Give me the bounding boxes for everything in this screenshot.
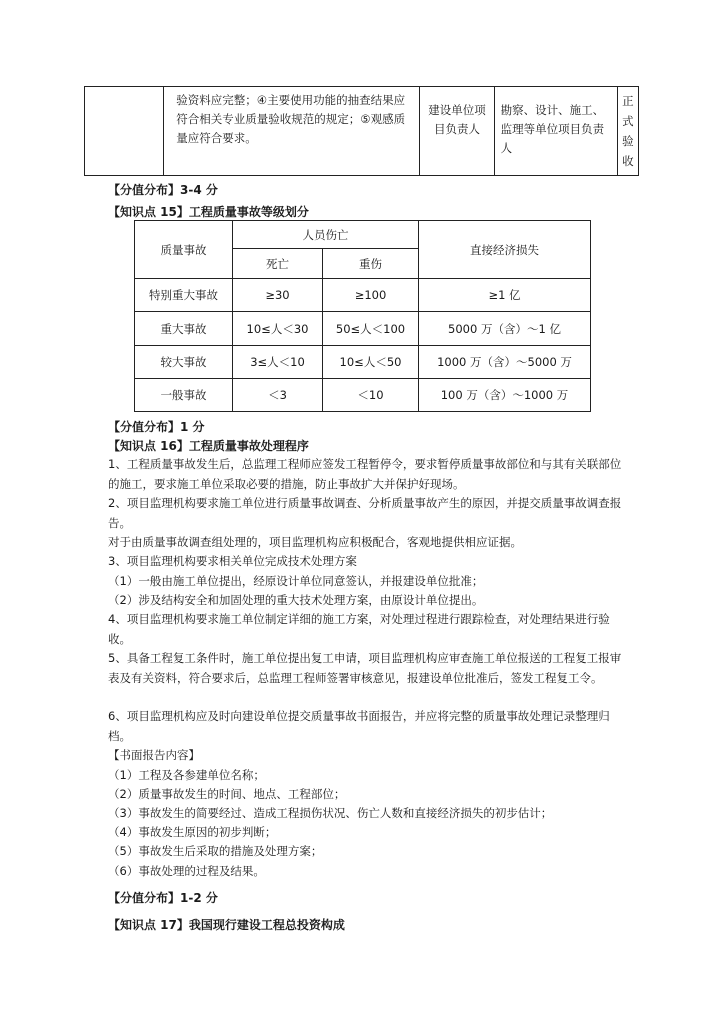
cell-death: ≥30 bbox=[233, 279, 323, 312]
procedure-substep: （2）涉及结构安全和加固处理的重大技术处理方案，由原设计单位提出。 bbox=[108, 593, 484, 607]
cell-injury: ＜10 bbox=[323, 378, 419, 411]
score-heading: 【分值分布】3-4 分 bbox=[108, 183, 218, 197]
cell-injury: ≥100 bbox=[323, 279, 419, 312]
report-title: 【书面报告内容】 bbox=[108, 748, 200, 762]
table-cell-empty bbox=[85, 87, 164, 176]
report-item: （2）质量事故发生的时间、地点、工程部位； bbox=[108, 787, 346, 801]
table-row bbox=[135, 345, 591, 378]
cell-level: 较大事故 bbox=[135, 345, 233, 378]
header-loss: 直接经济损失 bbox=[419, 221, 591, 279]
cell-injury: 50≤人＜100 bbox=[323, 312, 419, 345]
cell-death: 10≤人＜30 bbox=[233, 312, 323, 345]
cell-loss: ≥1 亿 bbox=[419, 279, 591, 312]
procedure-step: 1、工程质量事故发生后，总监理工程师应签发工程暂停令，要求暂停质量事故部位和与其有关联部位的施工，要求施工单位采取必要的措施，防止事故扩大并保护好现场。 bbox=[108, 457, 622, 491]
table-row bbox=[135, 312, 591, 345]
procedure-step: 2、项目监理机构要求施工单位进行质量事故调查、分析质量事故产生的原因，并提交质量事故调查报告。 bbox=[108, 496, 622, 530]
acceptance-table-continuation bbox=[84, 86, 639, 176]
header-casualty: 人员伤亡 bbox=[233, 221, 419, 249]
knowledge-heading: 【知识点 17】我国现行建设工程总投资构成 bbox=[108, 918, 345, 932]
cell-level: 一般事故 bbox=[135, 378, 233, 411]
table-cell-responsible: 建设单位项目负责人 bbox=[420, 87, 494, 176]
header-injury: 重伤 bbox=[323, 249, 419, 279]
procedure-step: 5、具备工程复工条件时，施工单位提出复工申请，项目监理机构应审查施工单位报送的工程复工报审表及有关资料，符合要求后，总监理工程师签署审核意见，报建设单位批准后，签发工程复工令。 bbox=[108, 651, 622, 685]
knowledge-heading: 【知识点 15】工程质量事故等级划分 bbox=[108, 205, 309, 219]
header-death: 死亡 bbox=[233, 249, 323, 279]
cell-loss: 1000 万（含）～5000 万 bbox=[419, 345, 591, 378]
report-item: （4）事故发生原因的初步判断； bbox=[108, 825, 277, 839]
header-accident: 质量事故 bbox=[135, 221, 233, 279]
procedure-step: 3、项目监理机构要求相关单位完成技术处理方案 bbox=[108, 554, 357, 568]
report-item: （6）事故处理的过程及结果。 bbox=[108, 864, 265, 878]
cell-level: 特别重大事故 bbox=[135, 279, 233, 312]
procedure-note: 对于由质量事故调查组处理的，项目监理机构应积极配合，客观地提供相应证据。 bbox=[108, 535, 522, 549]
report-item: （5）事故发生后采取的措施及处理方案； bbox=[108, 844, 323, 858]
knowledge-heading: 【知识点 16】工程质量事故处理程序 bbox=[108, 439, 309, 453]
procedure-substep: （1）一般由施工单位提出，经原设计单位同意签认，并报建设单位批准； bbox=[108, 574, 484, 588]
procedure-step: 4、项目监理机构要求施工单位制定详细的施工方案，对处理过程进行跟踪检查，对处理结果进行验收。 bbox=[108, 612, 610, 646]
table-row bbox=[135, 378, 591, 411]
accident-grade-table bbox=[134, 220, 591, 412]
report-item: （3）事故发生的简要经过、造成工程损伤状况、伤亡人数和直接经济损失的初步估计； bbox=[108, 806, 553, 820]
cell-injury: 10≤人＜50 bbox=[323, 345, 419, 378]
procedure-step: 6、项目监理机构应及时向建设单位提交质量事故书面报告，并应将完整的质量事故处理记录整理归档。 bbox=[108, 709, 610, 743]
cell-level: 重大事故 bbox=[135, 312, 233, 345]
cell-death: ＜3 bbox=[233, 378, 323, 411]
score-heading: 【分值分布】1-2 分 bbox=[108, 891, 218, 905]
cell-loss: 5000 万（含）～1 亿 bbox=[419, 312, 591, 345]
table-cell-requirements: 验资料应完整；④主要使用功能的抽查结果应符合相关专业质量验收规范的规定；⑤观感质量应符合要求。 bbox=[164, 87, 420, 176]
report-item: （1）工程及各参建单位名称； bbox=[108, 768, 265, 782]
table-cell-participants: 勘察、设计、施工、监理等单位项目负责人 bbox=[494, 87, 617, 176]
table-row bbox=[135, 279, 591, 312]
table-cell-stage: 正式验收 bbox=[617, 87, 638, 176]
score-heading: 【分值分布】1 分 bbox=[108, 420, 205, 434]
cell-loss: 100 万（含）～1000 万 bbox=[419, 378, 591, 411]
cell-death: 3≤人＜10 bbox=[233, 345, 323, 378]
